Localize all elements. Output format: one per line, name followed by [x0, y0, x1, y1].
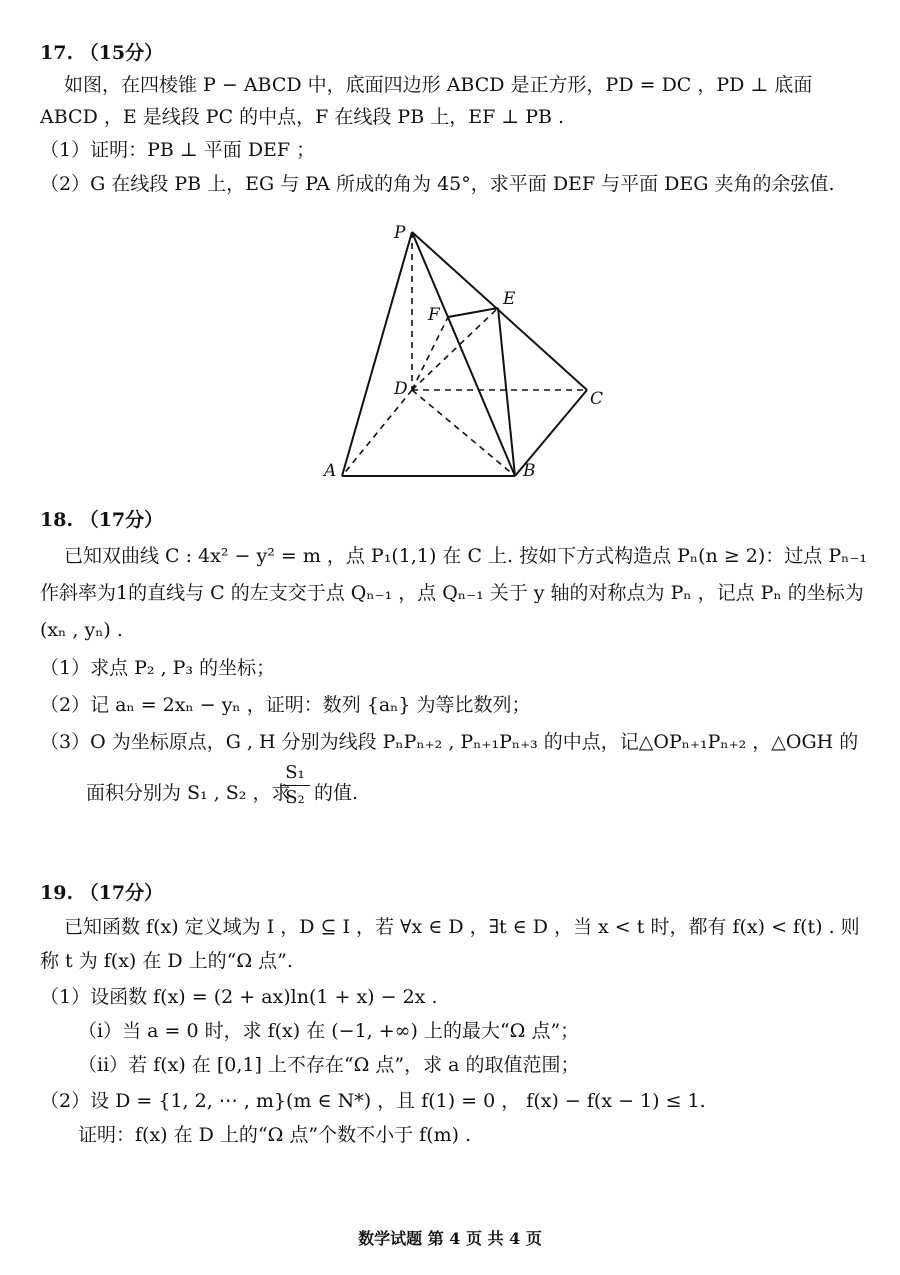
- label-F: F: [428, 305, 440, 325]
- edge-PB: [412, 232, 515, 476]
- q18-fraction: [280, 762, 310, 809]
- label-E: E: [503, 289, 516, 309]
- q19-part2-line2: 证明：f(x) 在 D 上的“Ω 点”个数不小于 f(m) .: [78, 1124, 472, 1146]
- edge-DE: [412, 308, 498, 390]
- fraction-numerator: S₁: [285, 762, 305, 783]
- label-C: C: [590, 389, 604, 409]
- q19-intro-line1: 已知函数 f(x) 定义域为 I ，D ⊆ I ，若 ∀x ∈ D ，∃t ∈ D ，当 x < t 时，都有 f(x) < f(t) . 则: [64, 916, 860, 938]
- q19-part1-i: （i）当 a = 0 时，求 f(x) 在 (−1, +∞) 上的最大“Ω 点”；: [78, 1020, 580, 1042]
- q19-header: 19. （17分）: [40, 882, 164, 904]
- q19-part1-ii: （ii）若 f(x) 在 [0,1] 上不存在“Ω 点”，求 a 的取值范围；: [78, 1054, 580, 1076]
- q18-part3-end: 的值.: [314, 782, 359, 804]
- q17-part2: （2）G 在线段 PB 上，EG 与 PA 所成的角为 45°，求平面 DEF 与平面 DEG 夹角的余弦值.: [40, 173, 835, 195]
- pyramid-diagram: [320, 222, 620, 492]
- pyramid-figure: [320, 222, 620, 492]
- q18-part3-line2: 面积分别为 S₁ , S₂ ，求: [86, 782, 291, 804]
- edge-FE: [448, 308, 498, 317]
- label-P: P: [394, 223, 406, 243]
- q18-part2: （2）记 aₙ = 2xₙ − yₙ ，证明：数列 {aₙ} 为等比数列；: [40, 694, 531, 716]
- q18-part3: （3）O 为坐标原点，G , H 分别为线段 PₙPₙ₊₂ , Pₙ₊₁Pₙ₊₃ 的中点，记△OPₙ₊₁Pₙ₊₂ ，△OGH 的: [40, 731, 859, 753]
- fraction-denominator: S₂: [285, 787, 305, 808]
- q18-intro-line1: 已知双曲线 C : 4x² − y² = m ，点 P₁(1,1) 在 C 上. 按如下方式构造点 Pₙ(n ≥ 2)：过点 Pₙ₋₁: [64, 545, 867, 567]
- q18-part1: （1）求点 P₂ , P₃ 的坐标；: [40, 657, 276, 679]
- edge-DA: [342, 390, 412, 476]
- edge-DB: [412, 390, 515, 476]
- q19-part2: （2）设 D = {1, 2, ⋯ , m}(m ∈ N*) ，且 f(1) = 0 ， f(x) − f(x − 1) ≤ 1.: [40, 1090, 706, 1112]
- q18-intro-line3: (xₙ , yₙ) .: [40, 619, 123, 641]
- q19-part1: （1）设函数 f(x) = (2 + ax)ln(1 + x) − 2x .: [40, 986, 438, 1008]
- edge-DF: [412, 317, 448, 390]
- fraction-bar: [280, 785, 310, 786]
- q19-intro-line2: 称 t 为 f(x) 在 D 上的“Ω 点”.: [40, 950, 293, 972]
- q18-header: 18. （17分）: [40, 509, 164, 531]
- label-B: B: [523, 461, 536, 481]
- edge-PA: [342, 232, 412, 476]
- q18-intro-line2: 作斜率为1的直线与 C 的左支交于点 Qₙ₋₁ ，点 Qₙ₋₁ 关于 y 轴的对称点为 Pₙ ，记点 Pₙ 的坐标为: [40, 582, 864, 604]
- q17-intro-line2: ABCD ，E 是线段 PC 的中点，F 在线段 PB 上，EF ⊥ PB .: [40, 106, 565, 128]
- q17-part1: （1）证明：PB ⊥ 平面 DEF ；: [40, 139, 316, 161]
- q17-header: 17. （15分）: [40, 42, 164, 64]
- edge-EB: [498, 308, 515, 476]
- q17-intro-line1: 如图，在四棱锥 P − ABCD 中，底面四边形 ABCD 是正方形，PD = DC ，PD ⊥ 底面: [64, 74, 813, 96]
- page-footer: 数学试题 第 4 页 共 4 页: [358, 1229, 542, 1248]
- label-A: A: [324, 461, 337, 481]
- label-D: D: [394, 379, 408, 399]
